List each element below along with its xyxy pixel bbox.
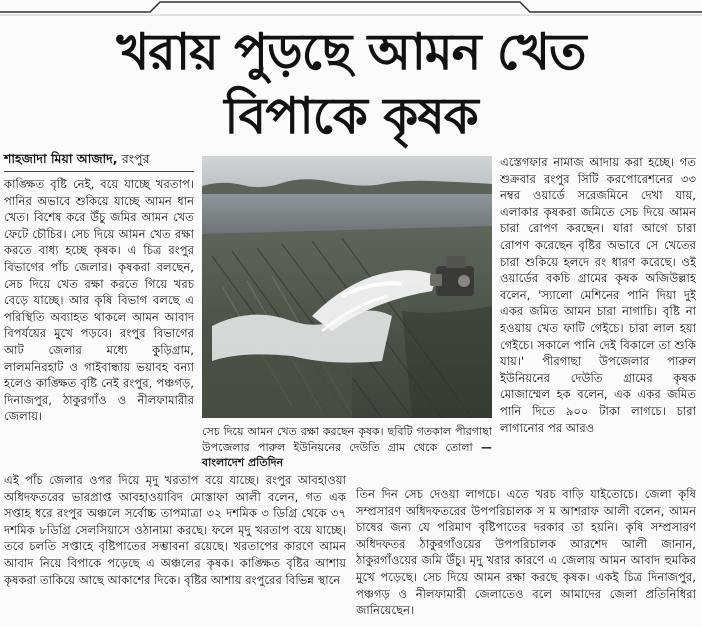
headline-line-1: খরায় পুড়ছে আমন খেত (116, 23, 586, 81)
article-column-1: কাঙ্ক্ষিত বৃষ্টি নেই, বয়ে যাচ্ছে খরতাপ। পানির অভাবে শুকিয়ে যাচ্ছে আমন ধান খেত। বিশেষ করে উঁচু জমির আমন খেত ফেটে চৌচির। সেচ দিয়ে আমন খেত রক্ষা করতে বাধ্য হচ্ছে কৃষক। এ চিত্র রংপুর বিভাগের পাঁচ জেলার। কৃষকরা বলছেন, সেচ দিয়ে খেত রক্ষা করতে গিয়ে খরচ বেড়ে যাচ্ছে। আর কৃষি বিভাগ বলছে এ পরিস্থিতি অব্যাহত থাকলে আমন আবাদ বিপর্যয়ের মুখে পড়বে। রংপুর বিভাগের আট জেলার মধ্যে কুড়িগ্রাম, লালমনিরহাট ও গাইবান্ধায় ভয়াবহ বন্যা হলেও কাঙ্ক্ষিত বৃষ্টি নেই রংপুর, পঞ্চগড়, দিনাজপুর, ঠাকুরগাঁও ও নীলফামারীর জেলায়। (4, 177, 194, 424)
byline-location: রংপুর (121, 151, 150, 166)
article-photo (202, 156, 492, 418)
headline-line-2: বিপাকে কৃষক (224, 87, 478, 145)
byline-divider (4, 171, 194, 172)
article-column-3: এস্তেগফার নামাজ আদায় করা হচ্ছে। গত শুক্রবার রংপুর সিটি করপোরেশনের ৩৩ নম্বর ওয়ার্ডে সরেজমিনে দেখা যায়, এলাকার কৃষকরা জমিতে সেচ দিয়ে আমন চারা রোপণ করছেন। যারা আগে চারা রোপণ করেছেন বৃষ্টির অভাবে সে খেতের চারা শুকিয়ে হলদে রং ধারণ করেছে। ওই ওয়ার্ডের বকচি গ্রামের কৃষক অজিউল্লাহ বলেন, 'স্যালো মেশিনের পানি দিয়া দুই একর জমিত আমন চারা নাগাচি। বৃষ্টি না হওয়ায় খেত ফাটি গেইচে। চারা লাল হয়া গেইচে। সকালে পানি দেই বিকালে তা শুকি যায়।' পীরগাছা উপজেলার পারুল ইউনিয়নের দেউতি গ্রামের কৃষক মোজাম্মেল হক বলেন, এক একর জমিত পানি দিতে ৯০০ টাকা লাগচে। চারা লাগানোর পর আরও (500, 155, 696, 435)
article-lower-left: এই পাঁচ জেলার ওপর দিয়ে মৃদু খরতাপ বয়ে যাচ্ছে। রংপুর আবহাওয়া অধিদফতরের ভারপ্রাপ্ত আবহাওয়াবিদ মোস্তাফা আলী বলেন, গত এক সপ্তাহ ধরে রংপুর অঞ্চলে সর্বোচ্চ তাপমাত্রা ৩২ দশমিক ৩ ডিগ্রি থেকে ৩৭ দশমিক ৮ডিগ্রি সেলসিয়াসে ওঠানামা করছে। ফলে মৃদু খরতাপ বয়ে যাচ্ছে। তবে চলতি সপ্তাহে বৃষ্টিপাতের সম্ভাবনা রয়েছে। খরতাপের কারণে আমন আবাদ নিয়ে বিপাকে পড়েছে এ অঞ্চলের কৃষক। কাঙ্ক্ষিত বৃষ্টির আশায় কৃষকরা তাকিয়ে আছে আকাশের দিকে। বৃষ্টির আশায় রংপুরের বিভিন্ন স্থানে (4, 473, 346, 587)
byline-author: শাহজাদা মিয়া আজাদ (4, 151, 113, 166)
byline: শাহজাদা মিয়া আজাদ, রংপুর (4, 151, 150, 166)
photo-caption-text: সেচ দিয়ে আমন খেত রক্ষা করছেন কৃষক। ছবিটি গতকাল পীরগাছা উপজেলার পারুল ইউনিয়নের দেউতি গ্রাম থেকে তোলা (202, 425, 492, 454)
irrigation-field-illustration (202, 156, 492, 418)
photo-caption (202, 424, 492, 471)
photo-credit: —বাংলাদেশ প্রতিদিন (202, 440, 492, 469)
page-top-frame (0, 0, 702, 16)
article-lower-right: তিন দিন সেচ দেওয়া লাগচে। এতে খরচ বাড়ি যাইতোচে। জেলা কৃষি সম্প্রসারণ অধিদফতরের উপপরিচালক স ম আশরাফ আলী বলেন, আমন চাষের জন্য যে পরিমাণ বৃষ্টিপাতের দরকার তা হয়নি। কৃষি সম্প্রসারণ অধিদফতর ঠাকুরগাঁওয়ের উপপরিচালক আরশেদ আলী জানান, ঠাকুরগাঁওয়ের জমি উঁচু। মৃদু খরার কারণে এ জেলায় আমন আবাদ হুমকির মুখে পড়েছে। সেচ দিয়ে আমন রক্ষা করছে কৃষক। একই চিত্র দিনাজপুর, পঞ্চগড় ও নীলফামারী জেলাতেও বলে আমাদের জেলা প্রতিনিধিরা জানিয়েছেন। (356, 487, 696, 618)
headline (0, 20, 702, 148)
